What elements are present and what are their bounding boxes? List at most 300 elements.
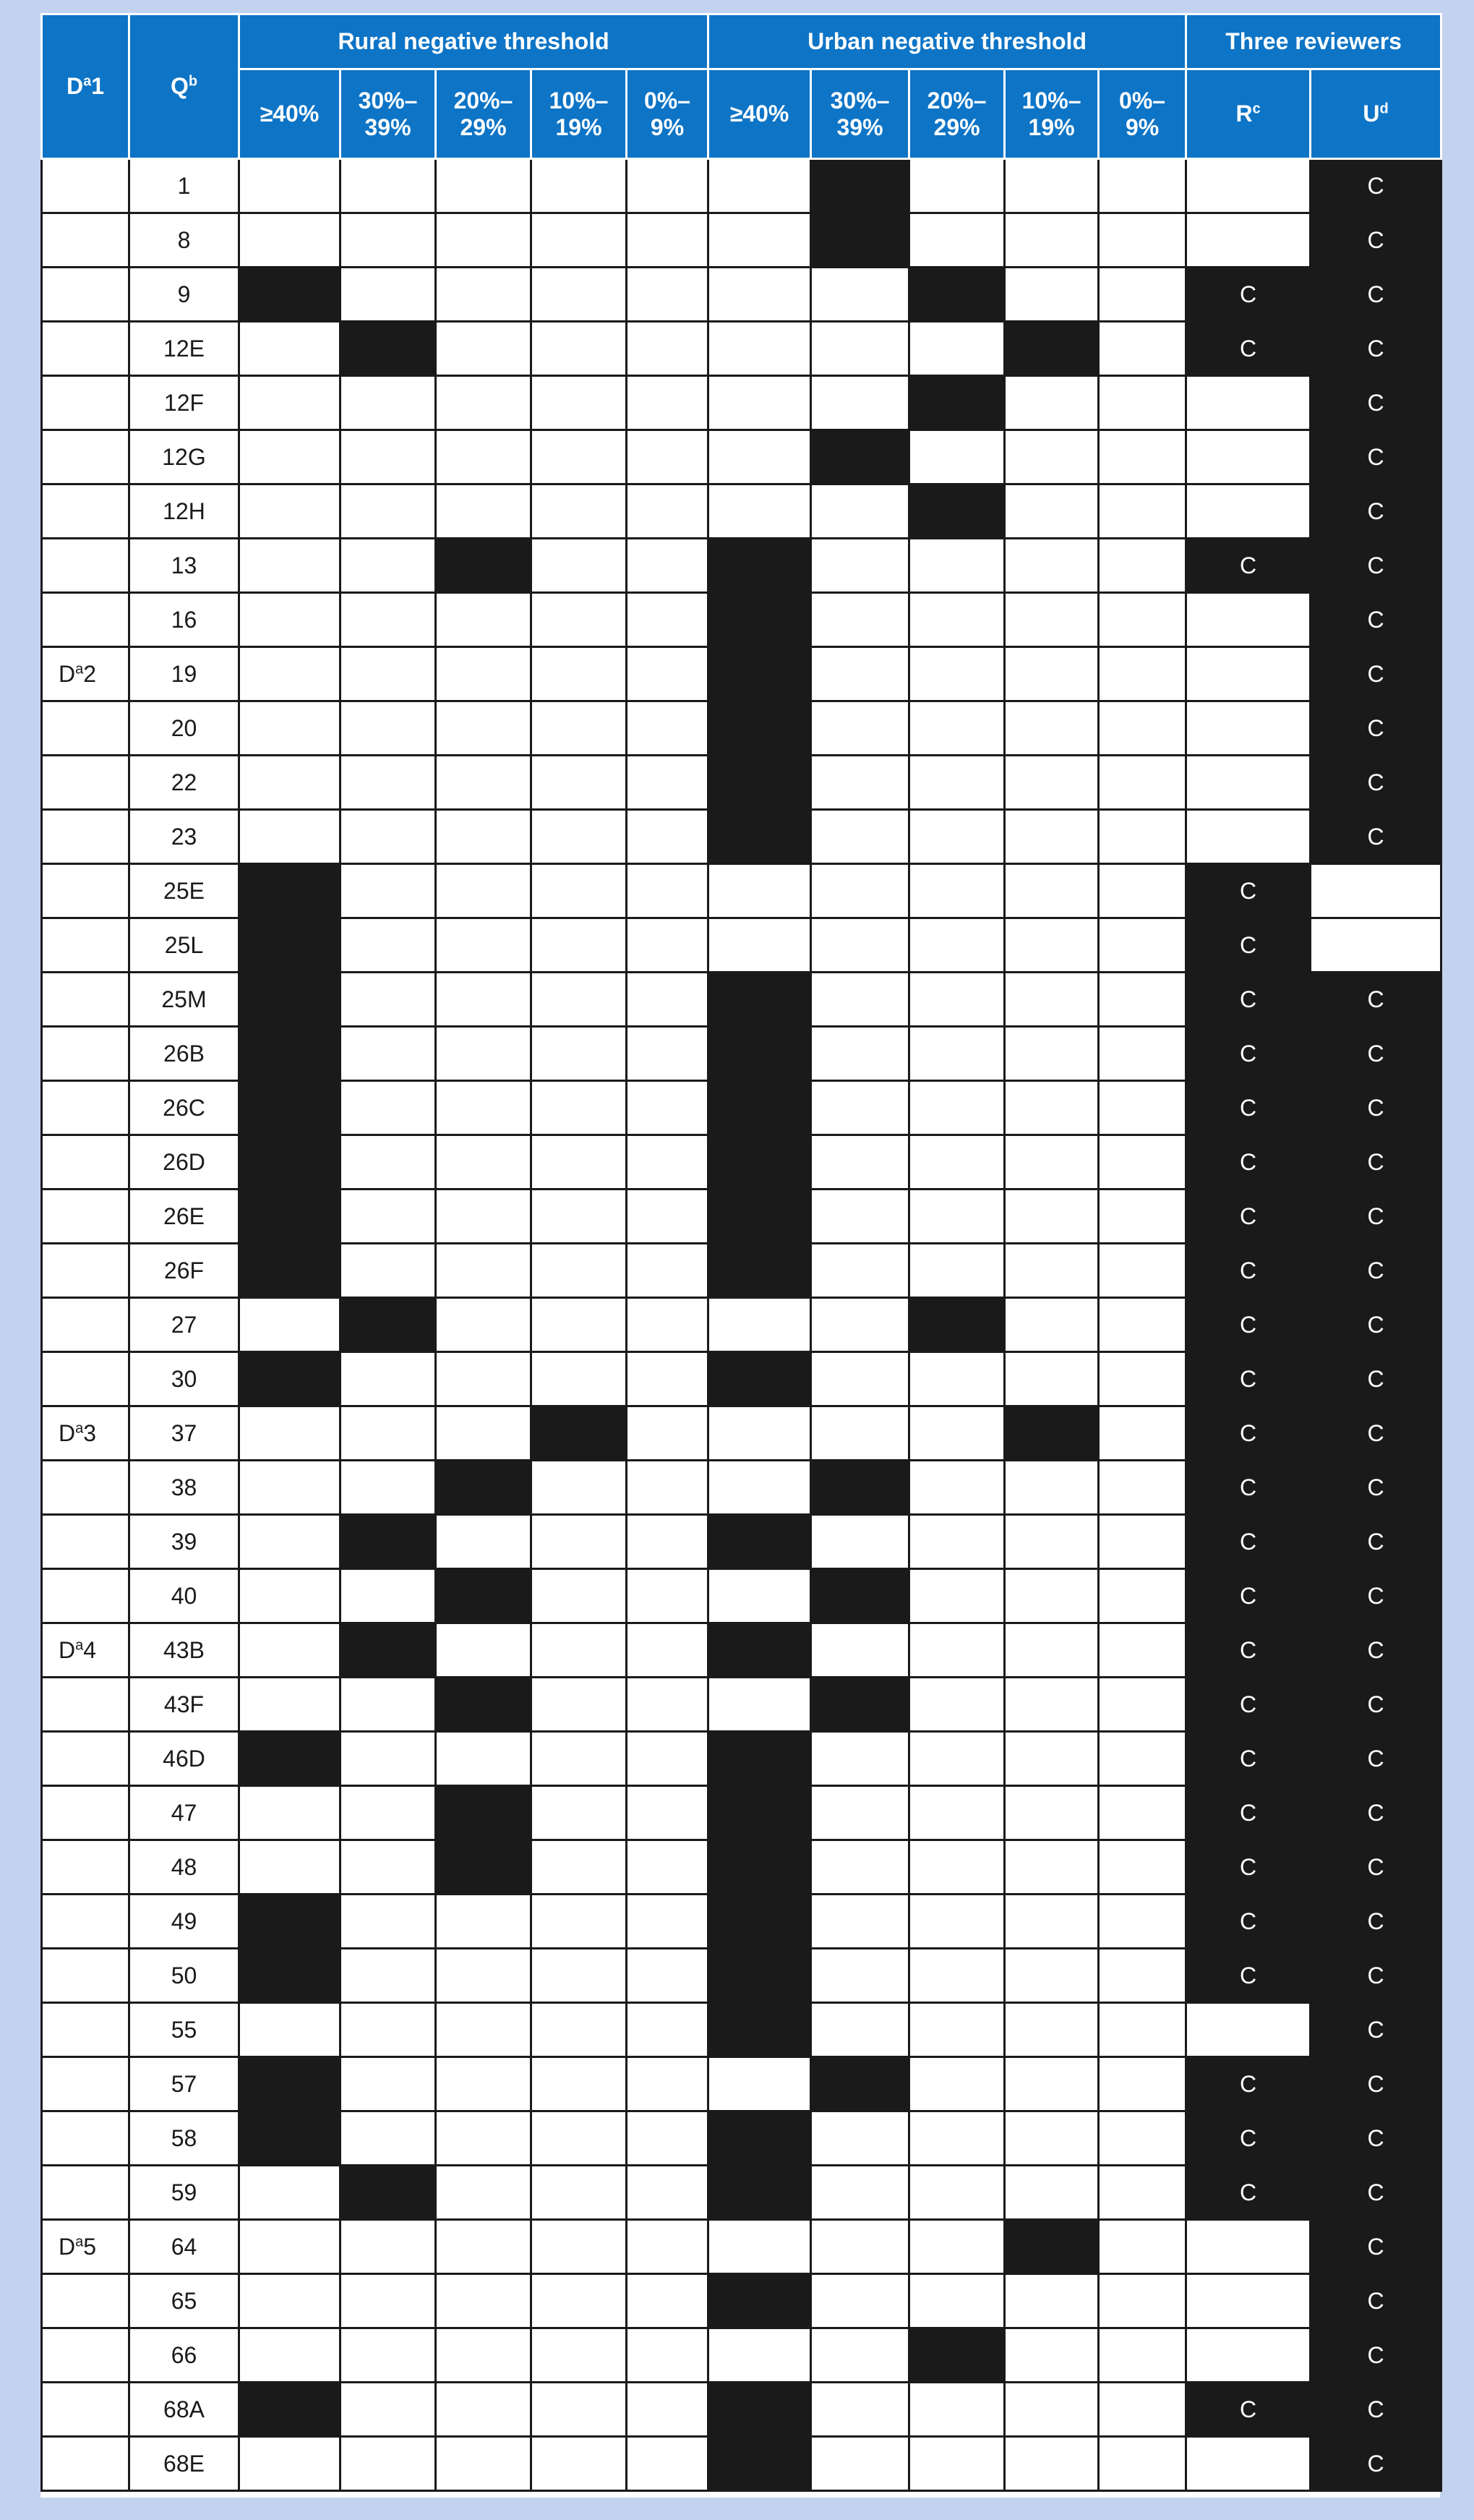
urban-threshold-cell: [1099, 2437, 1186, 2491]
rural-threshold-cell: [340, 810, 436, 864]
urban-threshold-cell: [1099, 1623, 1186, 1678]
rural-threshold-cell: [531, 376, 627, 430]
urban-threshold-cell: [1099, 2003, 1186, 2057]
urban-threshold-cell: [1099, 1027, 1186, 1081]
urban-reviewer-cell: C: [1311, 2057, 1441, 2111]
urban-threshold-cell: [1005, 268, 1099, 322]
rural-threshold-cell: [340, 1461, 436, 1515]
rural-threshold-cell: [239, 322, 340, 376]
rural-threshold-cell: [436, 213, 531, 268]
rural-threshold-cell: [436, 2383, 531, 2437]
rural-threshold-cell: [627, 2003, 708, 2057]
rural-threshold-cell: [436, 2003, 531, 2057]
rural-threshold-cell: [340, 2274, 436, 2328]
rural-threshold-cell: [627, 484, 708, 539]
urban-threshold-cell: [909, 1135, 1005, 1189]
rural-threshold-cell: [239, 1678, 340, 1732]
table-row: [42, 430, 1441, 484]
urban-threshold-cell: [909, 2111, 1005, 2166]
rural-threshold-cell: [627, 268, 708, 322]
rural-threshold-cell: [436, 918, 531, 973]
rural-reviewer-cell: C: [1186, 1244, 1311, 1298]
urban-threshold-cell: [909, 1461, 1005, 1515]
rural-threshold-cell: [239, 2057, 340, 2111]
rural-threshold-cell: [239, 2003, 340, 2057]
rural-threshold-cell: [436, 2437, 531, 2491]
urban-threshold-cell: [909, 2057, 1005, 2111]
domain-cell: [42, 2383, 129, 2437]
question-cell: 27: [129, 1298, 239, 1352]
rural-threshold-cell: [627, 159, 708, 213]
question-cell: 49: [129, 1895, 239, 1949]
urban-threshold-cell: [811, 918, 909, 973]
urban-threshold-cell: [1005, 1189, 1099, 1244]
rural-threshold-cell: [627, 593, 708, 647]
question-cell: 47: [129, 1786, 239, 1840]
urban-threshold-cell: [1005, 1406, 1099, 1461]
urban-threshold-cell: [811, 2437, 909, 2491]
urban-threshold-cell: [909, 593, 1005, 647]
rural-threshold-cell: [239, 1189, 340, 1244]
question-cell: 57: [129, 2057, 239, 2111]
urban-threshold-cell: [1005, 973, 1099, 1027]
urban-threshold-cell: [1099, 159, 1186, 213]
rural-reviewer-cell: C: [1186, 268, 1311, 322]
urban-threshold-cell: [909, 2383, 1005, 2437]
rural-threshold-cell: [531, 810, 627, 864]
urban-reviewer-cell: C: [1311, 1135, 1441, 1189]
table-row: [42, 701, 1441, 756]
urban-reviewer-cell: C: [1311, 1515, 1441, 1569]
rural-threshold-cell: [340, 1081, 436, 1135]
rural-threshold-cell: [531, 1732, 627, 1786]
domain-cell: [42, 213, 129, 268]
table-row: [42, 1406, 1441, 1461]
urban-reviewer-cell: C: [1311, 810, 1441, 864]
urban-threshold-col-5: 0%–9%: [1099, 69, 1186, 159]
rural-threshold-cell: [239, 1352, 340, 1406]
urban-threshold-cell: [909, 268, 1005, 322]
urban-threshold-cell: [1099, 1732, 1186, 1786]
urban-threshold-cell: [909, 864, 1005, 918]
rural-threshold-cell: [436, 1515, 531, 1569]
urban-threshold-cell: [1005, 1298, 1099, 1352]
table-body: [42, 159, 1441, 2491]
domain-cell: [42, 376, 129, 430]
urban-reviewer-cell: C: [1311, 1623, 1441, 1678]
urban-threshold-cell: [1099, 1244, 1186, 1298]
domain-cell: [42, 1569, 129, 1623]
urban-threshold-cell: [909, 973, 1005, 1027]
rural-reviewer-cell: C: [1186, 918, 1311, 973]
urban-threshold-cell: [1005, 1461, 1099, 1515]
urban-threshold-cell: [1005, 1135, 1099, 1189]
question-cell: 1: [129, 159, 239, 213]
rural-threshold-cell: [239, 1027, 340, 1081]
rural-reviewer-cell: [1186, 2274, 1311, 2328]
urban-threshold-cell: [708, 2328, 811, 2383]
urban-threshold-cell: [708, 918, 811, 973]
rural-threshold-col-3: 20%–29%: [436, 69, 531, 159]
rural-threshold-cell: [239, 1786, 340, 1840]
domain-cell: [42, 1895, 129, 1949]
rural-threshold-cell: [340, 1786, 436, 1840]
urban-threshold-cell: [909, 2437, 1005, 2491]
urban-threshold-cell: [811, 539, 909, 593]
urban-threshold-cell: [1005, 1623, 1099, 1678]
urban-threshold-cell: [1099, 268, 1186, 322]
urban-threshold-cell: [1099, 1298, 1186, 1352]
urban-reviewer-cell: C: [1311, 268, 1441, 322]
table-row: [42, 1569, 1441, 1623]
rural-threshold-cell: [436, 647, 531, 701]
rural-threshold-cell: [340, 1895, 436, 1949]
urban-threshold-cell: [708, 2111, 811, 2166]
urban-threshold-cell: [811, 2220, 909, 2274]
domain-cell: [42, 810, 129, 864]
rural-reviewer-cell: [1186, 2437, 1311, 2491]
rural-threshold-cell: [627, 213, 708, 268]
domain-cell: [42, 268, 129, 322]
urban-reviewer-cell: C: [1311, 1189, 1441, 1244]
rural-threshold-cell: [436, 430, 531, 484]
rural-threshold-cell: [627, 1623, 708, 1678]
urban-threshold-cell: [1005, 322, 1099, 376]
rural-threshold-cell: [627, 1840, 708, 1895]
table-row: [42, 973, 1441, 1027]
urban-threshold-cell: [708, 430, 811, 484]
urban-threshold-cell: [1005, 430, 1099, 484]
urban-threshold-cell: [909, 159, 1005, 213]
urban-threshold-cell: [811, 2057, 909, 2111]
rural-threshold-cell: [340, 918, 436, 973]
rural-threshold-cell: [627, 973, 708, 1027]
urban-threshold-cell: [811, 1298, 909, 1352]
rural-threshold-cell: [239, 1244, 340, 1298]
urban-threshold-cell: [1099, 864, 1186, 918]
urban-threshold-cell: [811, 2328, 909, 2383]
rural-reviewer-cell: C: [1186, 2383, 1311, 2437]
urban-threshold-cell: [1099, 647, 1186, 701]
urban-threshold-cell: [708, 973, 811, 1027]
urban-threshold-cell: [811, 1244, 909, 1298]
rural-threshold-cell: [340, 1027, 436, 1081]
table-row: [42, 1298, 1441, 1352]
urban-threshold-cell: [811, 1081, 909, 1135]
rural-threshold-cell: [531, 647, 627, 701]
domain-cell: $D^a3$: [42, 1406, 129, 1461]
rural-threshold-cell: [627, 1244, 708, 1298]
rural-threshold-cell: [239, 484, 340, 539]
rural-reviewer-cell: [1186, 701, 1311, 756]
rural-reviewer-cell: [1186, 430, 1311, 484]
urban-threshold-cell: [811, 810, 909, 864]
urban-threshold-cell: [1005, 2274, 1099, 2328]
urban-threshold-cell: [909, 2274, 1005, 2328]
rural-threshold-cell: [627, 1895, 708, 1949]
urban-threshold-cell: [1099, 2383, 1186, 2437]
rural-threshold-cell: [436, 1298, 531, 1352]
urban-threshold-cell: [1099, 918, 1186, 973]
rural-threshold-cell: [531, 864, 627, 918]
urban-threshold-col-4: 10%–19%: [1005, 69, 1099, 159]
urban-reviewer-cell: C: [1311, 1081, 1441, 1135]
rural-reviewer-cell: C: [1186, 973, 1311, 1027]
rural-threshold-cell: [239, 2328, 340, 2383]
urban-threshold-cell: [1099, 1895, 1186, 1949]
urban-threshold-cell: [811, 1786, 909, 1840]
question-cell: 58: [129, 2111, 239, 2166]
urban-threshold-cell: [1005, 2003, 1099, 2057]
rural-reviewer-header: $R^c$: [1186, 69, 1311, 159]
rural-threshold-cell: [436, 1406, 531, 1461]
question-cell: 26C: [129, 1081, 239, 1135]
rural-threshold-cell: [627, 1949, 708, 2003]
urban-threshold-cell: [811, 647, 909, 701]
urban-reviewer-cell: C: [1311, 756, 1441, 810]
urban-threshold-cell: [708, 756, 811, 810]
domain-cell: [42, 2057, 129, 2111]
rural-threshold-cell: [627, 1786, 708, 1840]
urban-threshold-cell: [708, 1081, 811, 1135]
urban-threshold-cell: [1005, 756, 1099, 810]
urban-threshold-cell: [1005, 2057, 1099, 2111]
question-cell: 16: [129, 593, 239, 647]
domain-cell: [42, 756, 129, 810]
rural-reviewer-cell: C: [1186, 1623, 1311, 1678]
rural-threshold-cell: [436, 2220, 531, 2274]
urban-threshold-cell: [1099, 1406, 1186, 1461]
urban-reviewer-cell: C: [1311, 1569, 1441, 1623]
urban-threshold-cell: [1005, 1569, 1099, 1623]
urban-threshold-cell: [909, 1786, 1005, 1840]
rural-threshold-cell: [239, 2166, 340, 2220]
rural-threshold-cell: [627, 1678, 708, 1732]
rural-reviewer-cell: C: [1186, 1569, 1311, 1623]
table-row: [42, 484, 1441, 539]
urban-threshold-cell: [1099, 1352, 1186, 1406]
rural-threshold-cell: [436, 1623, 531, 1678]
urban-threshold-cell: [909, 376, 1005, 430]
question-cell: 59: [129, 2166, 239, 2220]
rural-threshold-cell: [627, 1569, 708, 1623]
question-cell: 68A: [129, 2383, 239, 2437]
rural-threshold-cell: [340, 2003, 436, 2057]
rural-threshold-cell: [436, 376, 531, 430]
rural-threshold-cell: [340, 1623, 436, 1678]
domain-cell: [42, 1244, 129, 1298]
rural-threshold-cell: [531, 1189, 627, 1244]
rural-threshold-cell: [340, 484, 436, 539]
question-cell: 50: [129, 1949, 239, 2003]
question-cell: 25M: [129, 973, 239, 1027]
domain-cell: [42, 1352, 129, 1406]
urban-reviewer-cell: C: [1311, 2437, 1441, 2491]
urban-threshold-col-2: 30%–39%: [811, 69, 909, 159]
urban-reviewer-cell: C: [1311, 2328, 1441, 2383]
urban-threshold-cell: [909, 1732, 1005, 1786]
urban-threshold-cell: [708, 322, 811, 376]
urban-reviewer-cell: C: [1311, 1678, 1441, 1732]
rural-threshold-cell: [436, 593, 531, 647]
rural-threshold-cell: [340, 1189, 436, 1244]
question-cell: 40: [129, 1569, 239, 1623]
urban-threshold-cell: [1005, 539, 1099, 593]
rural-threshold-cell: [340, 2383, 436, 2437]
urban-threshold-cell: [708, 1461, 811, 1515]
urban-threshold-cell: [811, 2166, 909, 2220]
urban-threshold-cell: [909, 1678, 1005, 1732]
question-cell: 39: [129, 1515, 239, 1569]
rural-threshold-cell: [531, 918, 627, 973]
rural-threshold-col-1: ≥40%: [239, 69, 340, 159]
rural-threshold-cell: [627, 756, 708, 810]
urban-reviewer-cell: C: [1311, 213, 1441, 268]
domain-cell: [42, 1949, 129, 2003]
rural-reviewer-cell: C: [1186, 2111, 1311, 2166]
rural-threshold-cell: [239, 1949, 340, 2003]
rural-threshold-cell: [627, 539, 708, 593]
rural-reviewer-cell: C: [1186, 1732, 1311, 1786]
rural-reviewer-cell: [1186, 593, 1311, 647]
rural-threshold-cell: [239, 1406, 340, 1461]
rural-threshold-cell: [436, 484, 531, 539]
urban-threshold-cell: [909, 484, 1005, 539]
urban-threshold-cell: [708, 864, 811, 918]
rural-threshold-col-5: 0%–9%: [627, 69, 708, 159]
urban-threshold-cell: [909, 1406, 1005, 1461]
urban-threshold-cell: [811, 1515, 909, 1569]
rural-threshold-cell: [531, 268, 627, 322]
urban-threshold-cell: [1099, 484, 1186, 539]
urban-threshold-cell: [708, 1732, 811, 1786]
urban-reviewer-cell: C: [1311, 1840, 1441, 1895]
rural-reviewer-cell: C: [1186, 1895, 1311, 1949]
rural-threshold-cell: [531, 1786, 627, 1840]
rural-threshold-cell: [340, 1949, 436, 2003]
domain-cell: [42, 701, 129, 756]
table-row: [42, 810, 1441, 864]
rural-threshold-cell: [340, 1840, 436, 1895]
question-cell: 25L: [129, 918, 239, 973]
urban-threshold-cell: [811, 1406, 909, 1461]
urban-threshold-cell: [1099, 1515, 1186, 1569]
table-row: [42, 1189, 1441, 1244]
rural-threshold-cell: [531, 701, 627, 756]
rural-threshold-cell: [340, 1515, 436, 1569]
table-row: [42, 593, 1441, 647]
rural-reviewer-cell: C: [1186, 2166, 1311, 2220]
rural-threshold-cell: [436, 1840, 531, 1895]
rural-threshold-cell: [627, 918, 708, 973]
rural-threshold-cell: [239, 430, 340, 484]
urban-reviewer-cell: C: [1311, 1027, 1441, 1081]
rural-threshold-cell: [531, 2220, 627, 2274]
urban-threshold-cell: [1099, 2111, 1186, 2166]
urban-reviewer-cell: C: [1311, 484, 1441, 539]
rural-reviewer-cell: C: [1186, 1352, 1311, 1406]
urban-threshold-cell: [708, 213, 811, 268]
urban-threshold-cell: [1005, 1244, 1099, 1298]
rural-threshold-cell: [627, 701, 708, 756]
table-row: [42, 2111, 1441, 2166]
rural-threshold-cell: [239, 593, 340, 647]
table-row: [42, 2383, 1441, 2437]
rural-threshold-cell: [239, 2220, 340, 2274]
question-cell: 30: [129, 1352, 239, 1406]
urban-threshold-cell: [909, 1081, 1005, 1135]
rural-reviewer-cell: [1186, 213, 1311, 268]
rural-threshold-cell: [627, 2328, 708, 2383]
rural-threshold-cell: [436, 1081, 531, 1135]
rural-threshold-cell: [436, 1678, 531, 1732]
domain-cell: [42, 1732, 129, 1786]
rural-threshold-cell: [531, 1895, 627, 1949]
rural-threshold-cell: [239, 1569, 340, 1623]
rural-threshold-cell: [239, 1461, 340, 1515]
urban-threshold-cell: [708, 1949, 811, 2003]
urban-threshold-cell: [811, 213, 909, 268]
rural-threshold-cell: [340, 2166, 436, 2220]
urban-threshold-cell: [708, 701, 811, 756]
rural-threshold-cell: [436, 756, 531, 810]
urban-threshold-cell: [1099, 2166, 1186, 2220]
rural-threshold-cell: [340, 268, 436, 322]
rural-reviewer-cell: [1186, 647, 1311, 701]
urban-threshold-cell: [708, 2437, 811, 2491]
rural-reviewer-cell: [1186, 376, 1311, 430]
urban-threshold-cell: [708, 1895, 811, 1949]
rural-threshold-cell: [239, 1081, 340, 1135]
rural-threshold-cell: [627, 2111, 708, 2166]
question-cell: 55: [129, 2003, 239, 2057]
urban-threshold-cell: [811, 268, 909, 322]
urban-threshold-cell: [1005, 2328, 1099, 2383]
urban-threshold-cell: [811, 1569, 909, 1623]
rural-reviewer-cell: C: [1186, 1515, 1311, 1569]
rural-reviewer-cell: C: [1186, 1840, 1311, 1895]
rural-threshold-cell: [531, 539, 627, 593]
urban-reviewer-cell: C: [1311, 1461, 1441, 1515]
urban-threshold-cell: [1005, 2383, 1099, 2437]
rural-reviewer-cell: C: [1186, 322, 1311, 376]
urban-threshold-cell: [909, 1840, 1005, 1895]
urban-threshold-cell: [1005, 1678, 1099, 1732]
rural-threshold-cell: [531, 1623, 627, 1678]
rural-threshold-cell: [436, 2274, 531, 2328]
urban-threshold-cell: [708, 2274, 811, 2328]
urban-threshold-cell: [811, 1895, 909, 1949]
rural-threshold-cell: [531, 430, 627, 484]
table-row: [42, 1840, 1441, 1895]
rural-threshold-cell: [340, 2057, 436, 2111]
urban-threshold-cell: [1005, 159, 1099, 213]
rural-threshold-cell: [531, 1081, 627, 1135]
rural-threshold-cell: [627, 864, 708, 918]
rural-threshold-cell: [340, 2328, 436, 2383]
table-row: [42, 1623, 1441, 1678]
table-row: [42, 1461, 1441, 1515]
domain-cell: [42, 2166, 129, 2220]
question-cell: 43B: [129, 1623, 239, 1678]
rural-threshold-cell: [436, 1895, 531, 1949]
urban-threshold-cell: [811, 1949, 909, 2003]
urban-threshold-cell: [708, 1298, 811, 1352]
rural-threshold-col-4: 10%–19%: [531, 69, 627, 159]
rural-threshold-cell: [239, 213, 340, 268]
rural-threshold-cell: [340, 159, 436, 213]
rural-threshold-cell: [340, 1678, 436, 1732]
